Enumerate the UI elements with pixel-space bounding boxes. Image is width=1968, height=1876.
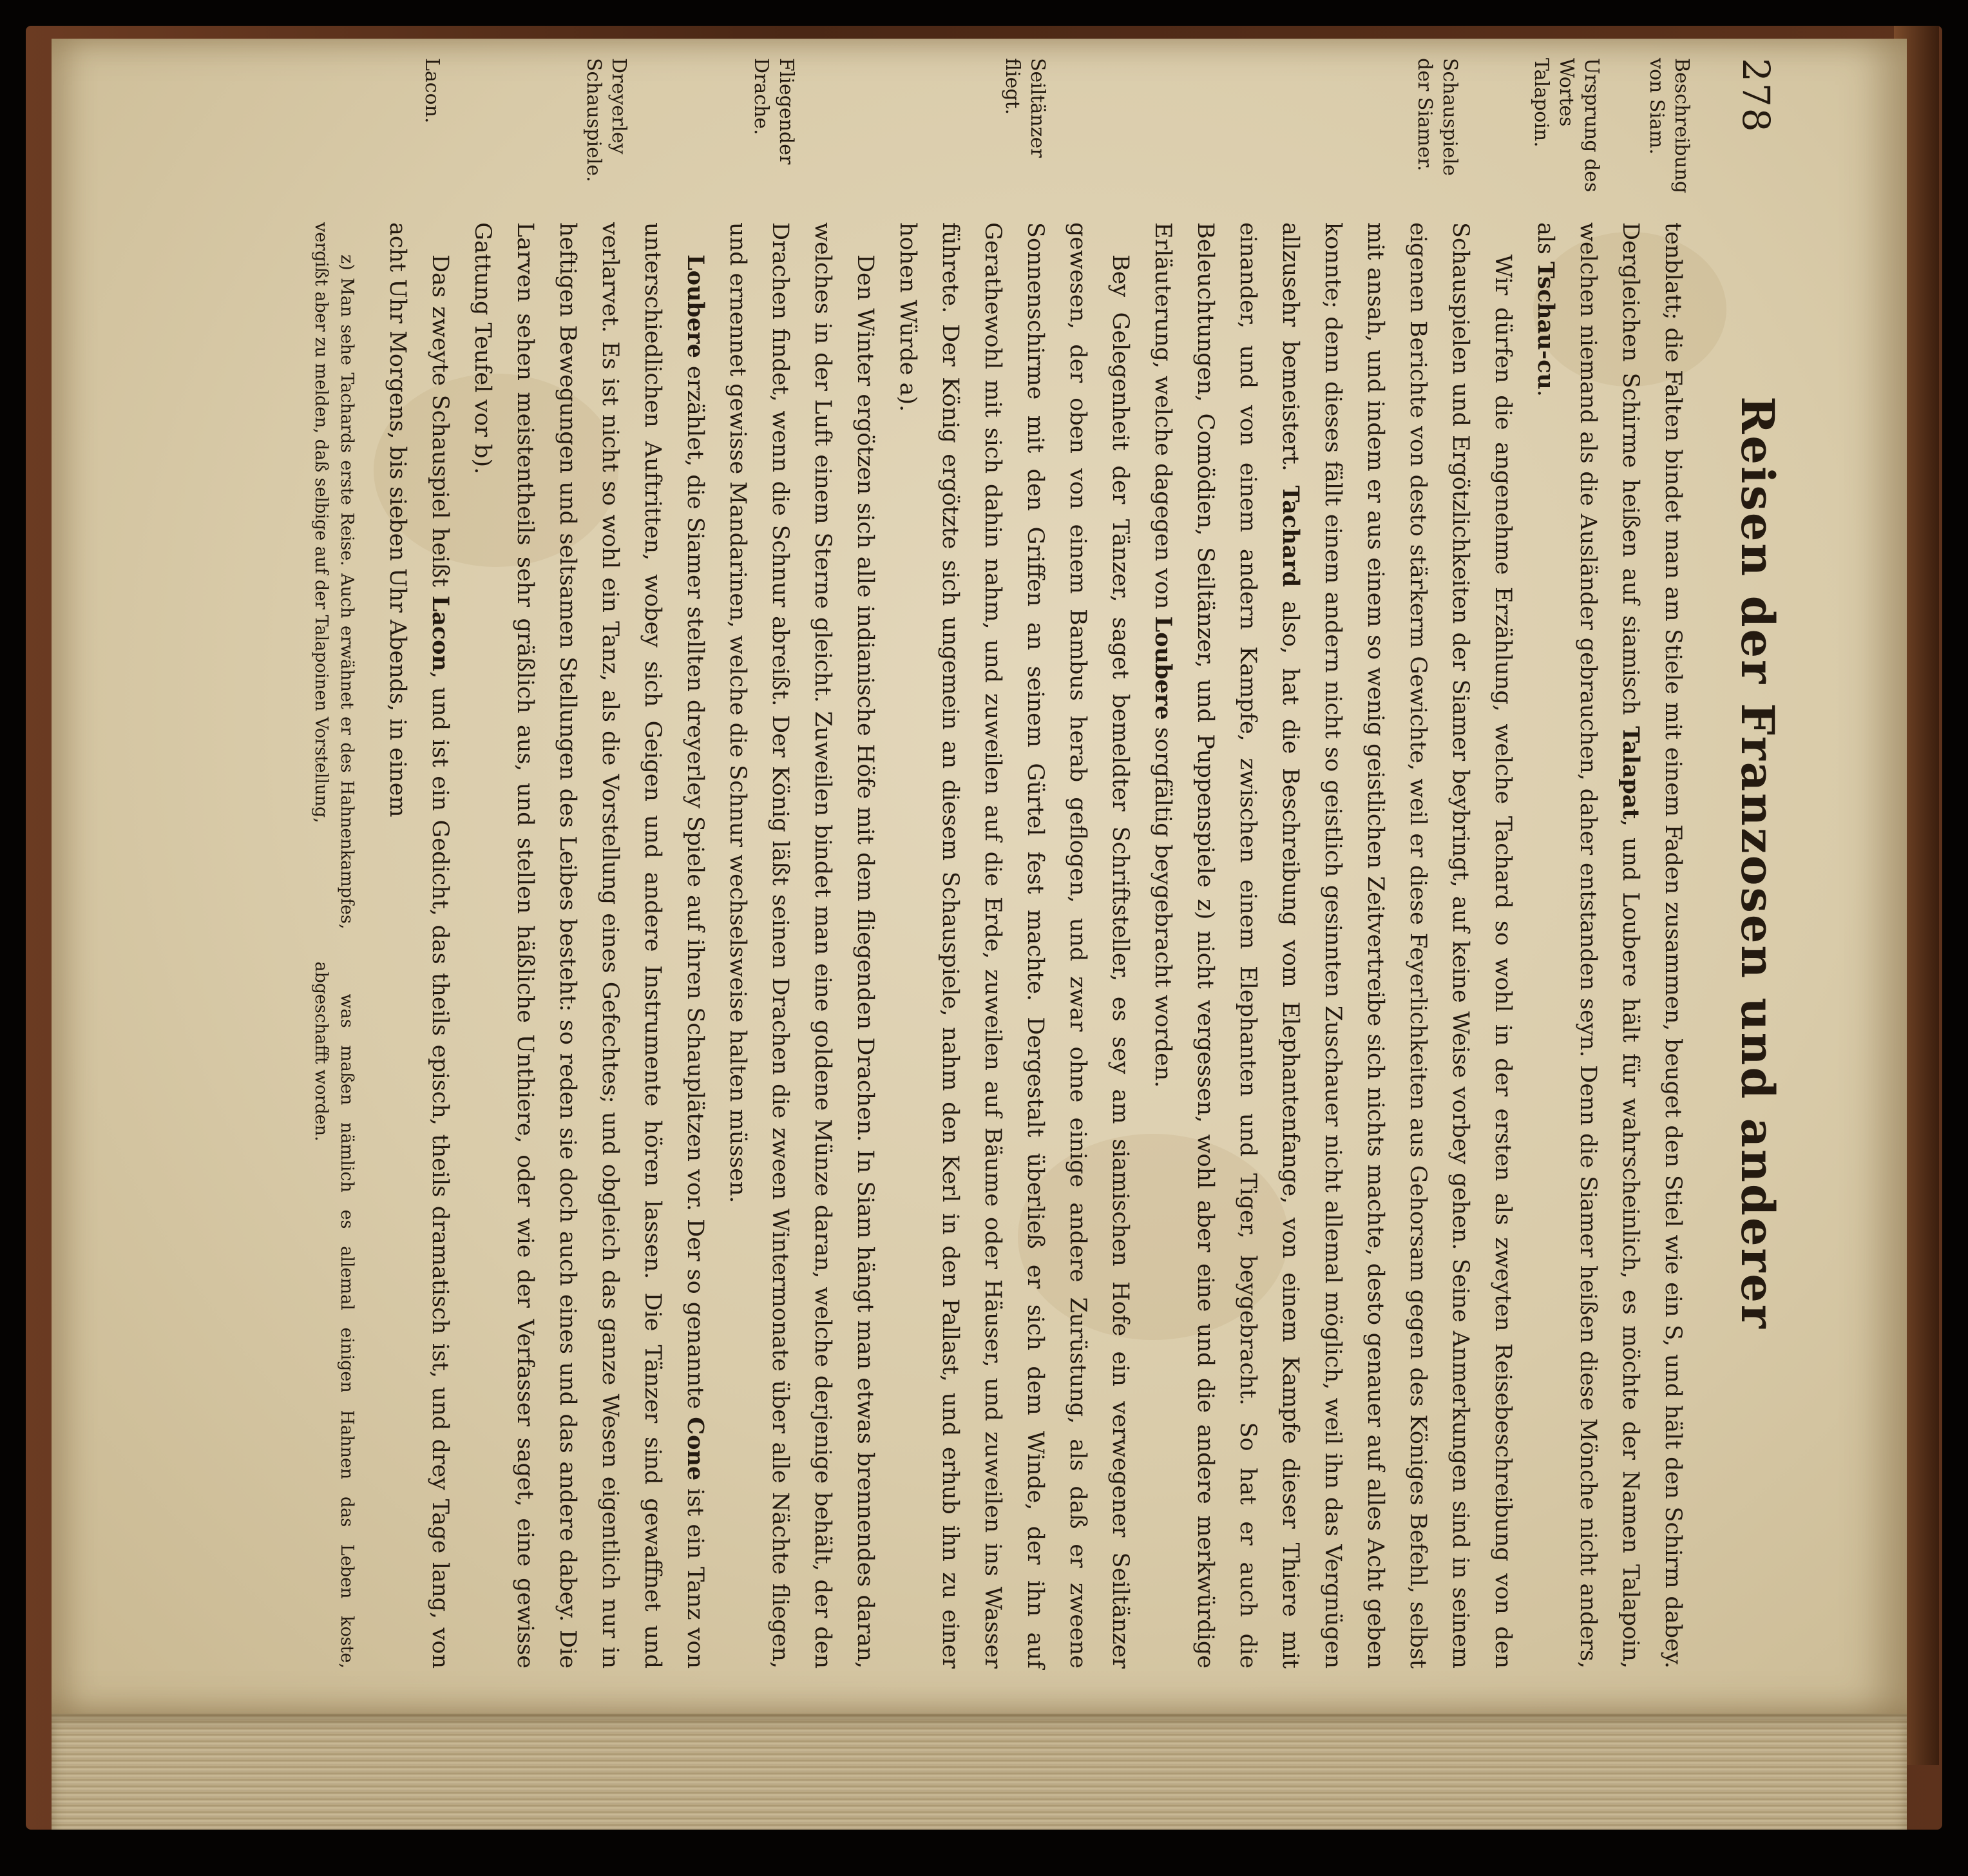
- paragraph: Den Winter ergötzen sich alle indianische Höfe mit dem fliegenden Drachen. In Siam hängt man etwas brennendes daran, welches in der Luft einem Sterne gleicht. Zuweilen bindet man eine goldene Münze daran, welche derjenige behält, der den Drachen findet, wenn die Schnur abreißt. Der König läßt seinen Drachen die zween Wintermonate über alle Nächte fliegen, und ernennet gewisse Mandarinen, welche die Schnur wechselsweise halten müssen.: [725, 222, 878, 1669]
- paragraph: tenblatt; die Falten bindet man am Stiele mit einem Faden zusammen, beuget den Stiel wie ein S, und hält den Schirm dabey. Dergleichen Schirme heißen auf siamisch Talapat, und Loubere hält für wahrscheinlich, es möchte der Namen Talapoin, welchen niemand als die Ausländer gebrauchen, daher entstanden seyn. Denn die Siamer heißen diese Mönche nicht anders, als Tschau-cu.: [1533, 222, 1686, 1669]
- footnote: was maßen nämlich es allemal einigen Hahnen das Leben koste, abgeschafft worden.: [311, 961, 357, 1669]
- footnotes: [308, 222, 359, 1669]
- margin-note: Schauspiele der Siamer.: [1413, 58, 1461, 177]
- page-number: 278: [1734, 58, 1778, 133]
- margin-note: Lacon.: [421, 58, 443, 124]
- running-title: Reisen der Franzosen und anderer: [1731, 396, 1784, 1330]
- footnote: z) Man sehe Tachards erste Reise. Auch erwähnet er des Hahnenkampfes, vergißt aber zu melden, daß selbige auf der Talapoinen Vorstellung,: [311, 222, 357, 930]
- margin-note: Beschreibung von Siam.: [1645, 58, 1693, 194]
- margin-note: Fliegender Drache.: [750, 58, 798, 165]
- page-edges: [52, 1714, 1907, 1830]
- paragraph: Wir dürfen die angenehme Erzählung, welche Tachard so wohl in der ersten als zweyten Reisebeschreibung von den Schauspielen und Ergötzlichkeiten der Siamer beybringt, auf keine Weise vorbey gehen. Seine Anmerkungen sind in seinem eigenen Berichte von desto stärkerm Gewichte, weil er diese Feyerlichkeiten aus Gehorsam gegen des Königes Befehl, selbst mit ansah, und indem er aus einem so wenig geistlichen Zeitvertreibe sich nichts machte, desto genauer auf alles Acht geben konnte; denn dieses fällt einem andern nicht so geistlich gesinnten Zuschauer nicht allemal möglich, weil ihn das Vergnügen allzusehr bemeistert. Tachard also, hat die Beschreibung vom Elephantenfange, von einem Kampfe dieser Thiere mit einander, und von einem andern Kampfe, zwischen einem Elephanten und Tiger, beygebracht. So hat er auch die Beleuchtungen, Comödien, Seiltänzer, und Puppenspiele z) nicht vergessen, wohl aber eine und die andere merkwürdige Erläuterung, welche dagegen von Loubere sorgfältig beygebracht worden.: [1150, 222, 1516, 1669]
- rotated-page-text: [238, 58, 1784, 1669]
- margin-notes: [251, 58, 1694, 213]
- paragraph: Loubere erzählet, die Siamer stellten dreyerley Spiele auf ihren Schauplätzen vor. Der so genannte Cone ist ein Tanz von unterschiedlichen Auftritten, wobey sich Geigen und andere Instrumente hören lassen. Die Tänzer sind gewaffnet und verlarvet. Es ist nicht so wohl ein Tanz, als die Vorstellung eines Gefechtes; und obgleich das ganze Wesen eigentlich nur in heftigen Bewegungen und seltsamen Stellungen des Leibes besteht: so reden sie doch auch eines und das andere dabey. Die Larven sehen meistentheils sehr gräßlich aus, und stellen häßliche Unthiere, oder wie der Verfasser saget, eine gewisse Gattung Teufel vor b).: [470, 222, 709, 1669]
- body-text: [251, 222, 1694, 1669]
- paragraph: Das zweyte Schauspiel heißt Lacon, und ist ein Gedicht, das theils episch, theils dramatisch ist, und drey Tage lang, von acht Uhr Morgens, bis sieben Uhr Abends, in einem: [385, 222, 454, 1669]
- margin-note: Dreyerley Schauspiele.: [582, 58, 630, 182]
- paragraph: Bey Gelegenheit der Tänzer, saget bemeldter Schriftsteller, es sey am siamischen Hofe ein verwegener Seiltänzer gewesen, der oben von einem Bambus herab geflogen, und zwar ohne einige andere Zurüstung, als daß er zweene Sonnenschirme mit den Griffen an seinem Gürtel fest machte. Dergestalt überließ er sich dem Winde, der ihn auf Gerathewohl mit sich dahin nahm, und zuweilen auf die Erde, zuweilen auf Bäume oder Häuser, und zuweilen ins Wasser führete. Der König ergötzte sich ungemein an diesem Schauspiele, nahm den Kerl in den Pallast, und erhub ihn zu einer hohen Würde a).: [895, 222, 1133, 1669]
- page-header: [1714, 58, 1784, 1669]
- margin-note: Ursprung des Wortes Talapoin.: [1530, 58, 1603, 193]
- margin-note: Seiltänzer fliegt.: [1001, 58, 1049, 158]
